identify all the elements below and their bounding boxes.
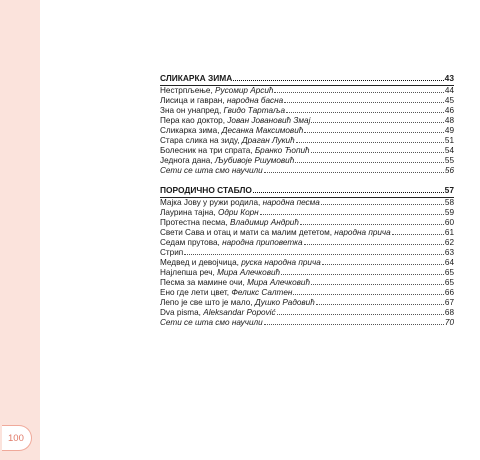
entry-title: Свети Сава и отац и мати са малим дететом, [160,228,335,237]
entry-page: 58 [444,198,454,207]
entry-title: Једнога дана, [160,156,215,165]
toc-entry[interactable] [160,116,454,126]
entry-title: Сети се шта смо научили [160,166,263,175]
toc-entry[interactable] [160,238,454,248]
entry-author: Aleksandar Popović [203,308,276,317]
entry-page: 60 [444,218,454,227]
dot-leader [300,224,444,225]
toc-entry[interactable] [160,96,454,106]
entry-text [160,218,299,228]
entry-title: Медвед и девојчица, [160,258,242,267]
entry-author: народна басна [226,96,284,105]
toc-entry[interactable] [160,106,454,116]
entry-text [160,116,310,126]
toc-entry[interactable] [160,258,454,268]
entry-title: Пера као доктор, [160,116,228,125]
dot-leader [260,214,444,215]
toc-section [160,73,454,176]
entry-author: Русомир Арсић [215,86,274,95]
entry-page: 65 [444,278,454,287]
entry-text [160,228,391,238]
entry-author: народна приповетка [222,238,303,247]
section-heading[interactable] [160,185,454,196]
toc-entry[interactable] [160,208,454,218]
entry-page: 59 [444,208,454,217]
dot-leader [281,274,444,275]
entry-page: 62 [444,238,454,247]
entry-text [160,166,263,176]
entry-text [160,318,263,328]
entry-title: Најлепша реч, [160,268,218,277]
entry-author: Феликс Салтен [231,288,293,297]
entry-title: Сети се шта смо научили [160,318,263,327]
entry-title: Лисица и гавран, [160,96,227,105]
toc-entry[interactable] [160,318,454,328]
entry-author: Љубивоје Ршумовић [214,156,295,165]
entry-page: 48 [444,116,454,125]
dot-leader [253,192,444,193]
entry-page: 68 [444,308,454,317]
entry-text [160,288,292,298]
entry-author: Одри Корн [217,208,259,217]
toc-entry[interactable] [160,126,454,136]
entry-title: Зна он унапред, [160,106,224,115]
entry-page: 55 [444,156,454,165]
entry-author: Драган Лукић [241,136,295,145]
entry-author: Бранко Ћопић [254,146,310,155]
entry-title: Сликарка зима, [160,126,222,135]
toc-entry[interactable] [160,308,454,318]
table-of-contents [160,73,454,337]
entry-author: руска народна прича [241,258,321,267]
toc-entry[interactable] [160,248,454,258]
dot-leader [264,172,444,173]
entry-page: 70 [444,318,454,327]
dot-leader [286,112,444,113]
toc-entry[interactable] [160,298,454,308]
toc-entry[interactable] [160,198,454,208]
entry-text [160,268,280,278]
dot-leader [304,132,444,133]
entry-title: Мајка Јову у ружи родила, [160,198,263,207]
entry-page: 56 [444,166,454,175]
dot-leader [322,264,444,265]
entry-page: 61 [444,228,454,237]
dot-leader [304,244,444,245]
section-page: 43 [444,73,454,83]
page-number: 100 [2,425,32,451]
dot-leader [274,92,443,93]
entry-author: народна песма [262,198,320,207]
toc-section [160,185,454,328]
entry-text [160,278,310,288]
entry-text [160,146,310,156]
entry-page: 45 [444,96,454,105]
section-title: ПОРОДИЧНО СТАБЛО [160,185,252,195]
dot-leader [184,254,444,255]
dot-leader [233,80,443,81]
toc-entry[interactable] [160,218,454,228]
page-margin-decoration [0,0,40,460]
section-heading[interactable] [160,73,454,84]
dot-leader [316,304,444,305]
entry-author: Владимир Андрић [230,218,299,227]
entry-text [160,136,295,146]
toc-entry[interactable] [160,228,454,238]
toc-entry[interactable] [160,288,454,298]
toc-entry[interactable] [160,278,454,288]
entry-page: 63 [444,248,454,257]
entry-author: Мира Алечковић [217,268,281,277]
dot-leader [264,324,444,325]
entry-title: Седам прутова, [160,238,223,247]
entry-text [160,86,273,96]
entry-text [160,126,303,136]
entry-title: Нестрпљење, [160,86,216,95]
entry-author: Гвидо Тартаља [223,106,285,115]
entry-page: 54 [444,146,454,155]
toc-entry[interactable] [160,156,454,166]
section-title: СЛИКАРКА ЗИМА [160,73,233,83]
entry-page: 46 [444,106,454,115]
toc-entry[interactable] [160,136,454,146]
toc-entry[interactable] [160,166,454,176]
dot-leader [311,152,444,153]
dot-leader [296,142,444,143]
section-page: 57 [444,185,454,195]
entry-author: народна прича [334,228,391,237]
entry-text [160,156,294,166]
entry-text [160,308,276,318]
entry-text [160,238,303,248]
entry-text [160,106,285,116]
entry-text [160,248,183,258]
entry-title: Стрип [160,248,184,257]
entry-page: 51 [444,136,454,145]
entry-author: Мира Алечковић [247,278,311,287]
entry-title: Протестна песма, [160,218,231,227]
entry-page: 66 [444,288,454,297]
entry-title: Dva pisma, [160,308,204,317]
dot-leader [311,122,443,123]
entry-author: Душко Радовић [254,298,315,307]
entry-text [160,298,315,308]
entry-text [160,96,283,106]
entry-title: Болесник на три спрата, [160,146,255,155]
dot-leader [311,284,444,285]
entry-page: 49 [444,126,454,135]
dot-leader [277,314,444,315]
dot-leader [295,162,444,163]
dot-leader [392,234,444,235]
entry-page: 64 [444,258,454,267]
entry-text [160,258,321,268]
entry-page: 44 [444,86,454,95]
toc-entry[interactable] [160,146,454,156]
entry-title: Песма за мамине очи, [160,278,248,287]
entry-title: Лаурина тајна, [160,208,218,217]
toc-entry[interactable] [160,86,454,96]
entry-title: Лепо је све што је мало, [160,298,255,307]
dot-leader [293,294,444,295]
entry-author: Десанка Максимовић [221,126,304,135]
entry-text [160,198,320,208]
toc-entry[interactable] [160,268,454,278]
dot-leader [321,204,444,205]
dot-leader [284,102,444,103]
entry-text [160,208,259,218]
entry-page: 67 [444,298,454,307]
entry-title: Ено где лети цвет, [160,288,232,297]
entry-page: 65 [444,268,454,277]
entry-title: Стара слика на зиду, [160,136,242,145]
entry-author: Јован Јовановић Змај [227,116,311,125]
